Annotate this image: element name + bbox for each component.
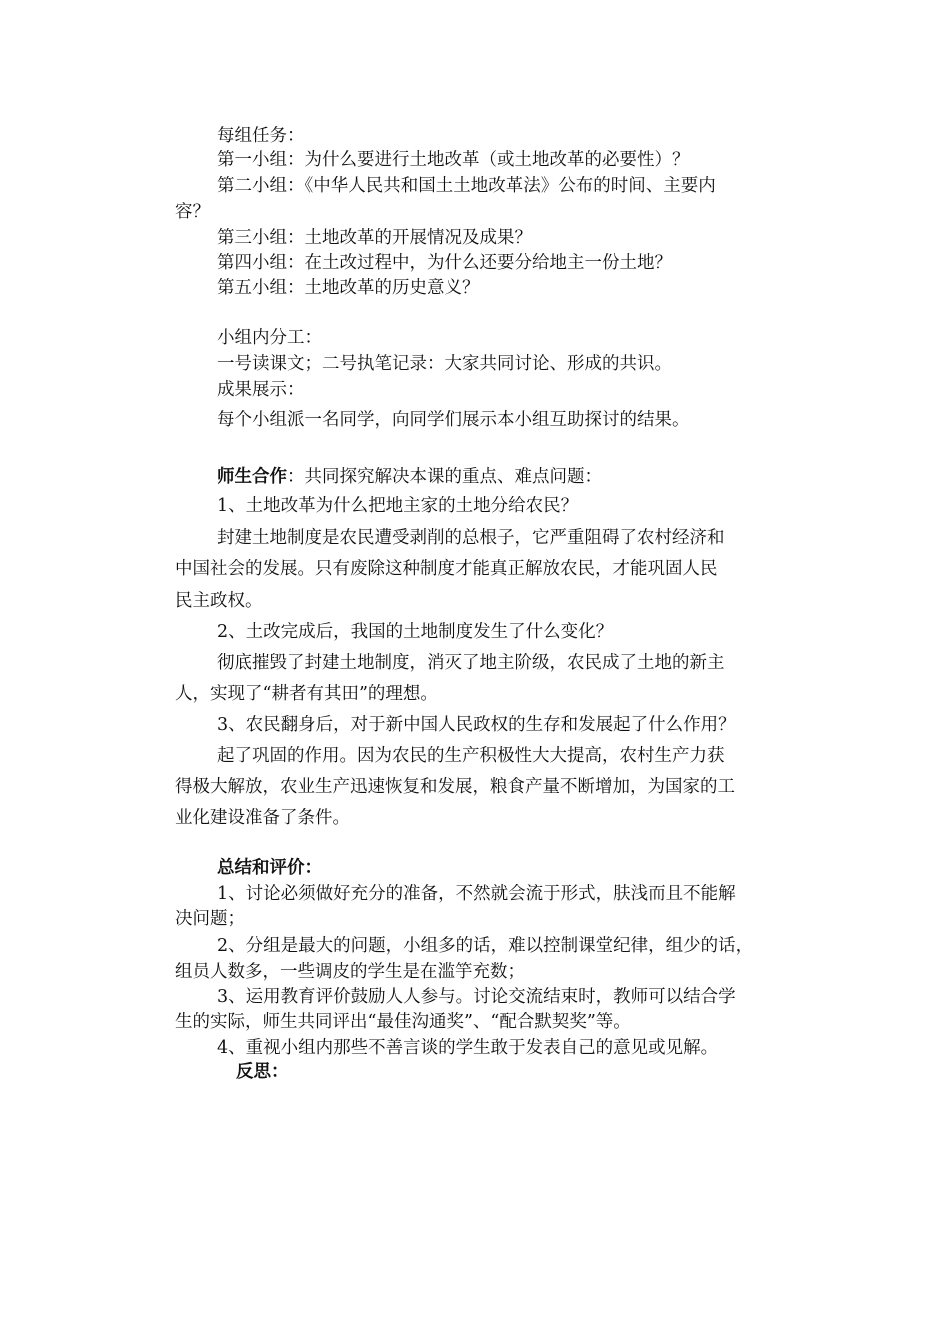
summary-point-3-cont: 生的实际，师生共同评出“最佳沟通奖”、“配合默契奖”等。 [175,1012,631,1032]
summary-point-4: 4、重视小组内那些不善言谈的学生敢于发表自己的意见或见解。 [217,1038,719,1058]
cooperation-label: 师生合作 [217,467,287,487]
result-heading: 成果展示： [217,380,305,400]
task-group-5: 第五小组：土地改革的历史意义？ [217,278,480,298]
summary-point-3: 3、运用教育评价鼓励人人参与。讨论交流结束时，教师可以结合学 [217,987,736,1007]
answer-2-line-2: 人，实现了“耕者有其田”的理想。 [175,684,438,704]
summary-point-2: 2、分组是最大的问题，小组多的话，难以控制课堂纪律，组少的话， [217,936,754,956]
summary-point-1-cont: 决问题； [175,909,245,929]
answer-3-line-3: 业化建设准备了条件。 [175,808,350,828]
task-group-1: 第一小组：为什么要进行土地改革（或土地改革的必要性）？ [217,150,690,170]
task-group-2: 第二小组：《中华人民共和国土土地改革法》公布的时间、主要内 [217,176,716,196]
cooperation-heading [217,465,602,489]
task-group-4: 第四小组：在土改过程中，为什么还要分给地主一份土地？ [217,253,672,273]
reflection-heading: 反思： [236,1062,289,1082]
answer-1-line-1: 封建土地制度是农民遭受剥削的总根子，它严重阻碍了农村经济和 [217,528,725,548]
answer-2-line-1: 彻底摧毁了封建土地制度，消灭了地主阶级，农民成了土地的新主 [217,653,725,673]
question-1: 1、土地改革为什么把地主家的土地分给农民？ [217,496,579,516]
task-group-3: 第三小组：土地改革的开展情况及成果？ [217,228,532,248]
division-text: 一号读课文；二号执笔记录：大家共同讨论、形成的共识。 [217,354,672,374]
task-group-2-cont: 容？ [175,202,210,222]
result-text: 每个小组派一名同学，向同学们展示本小组互助探讨的结果。 [217,410,690,430]
answer-1-line-2: 中国社会的发展。只有废除这种制度才能真正解放农民，才能巩固人民 [175,559,718,579]
answer-3-line-1: 起了巩固的作用。因为农民的生产积极性大大提高，农村生产力获 [217,746,725,766]
summary-point-1: 1、讨论必须做好充分的准备，不然就会流于形式，肤浅而且不能解 [217,884,736,904]
cooperation-intro: ：共同探究解决本课的重点、难点问题： [287,467,602,487]
summary-heading: 总结和评价： [217,858,322,878]
question-2: 2、土改完成后，我国的土地制度发生了什么变化？ [217,622,614,642]
summary-point-2-cont: 组员人数多，一些调皮的学生是在滥竽充数； [175,962,525,982]
answer-3-line-2: 得极大解放，农业生产迅速恢复和发展，粮食产量不断增加，为国家的工 [175,777,735,797]
question-3: 3、农民翻身后，对于新中国人民政权的生存和发展起了什么作用？ [217,715,736,735]
answer-1-line-3: 民主政权。 [175,591,263,611]
division-heading: 小组内分工： [217,328,322,348]
tasks-heading: 每组任务： [217,126,305,146]
